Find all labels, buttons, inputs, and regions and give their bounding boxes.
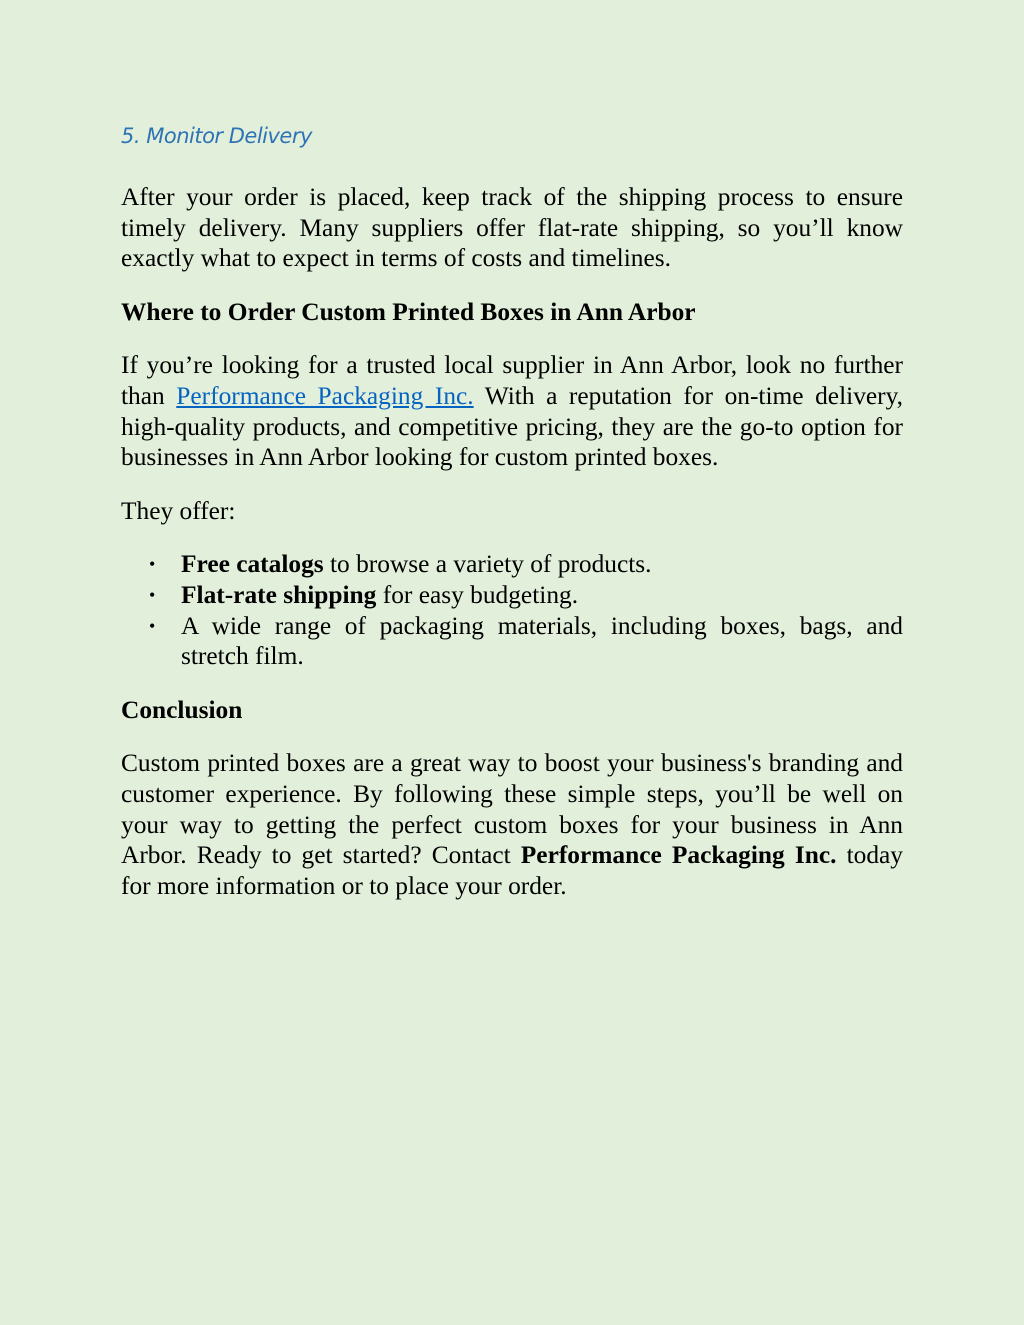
offer-bold-text: Flat-rate shipping xyxy=(181,580,377,609)
offer-text: for easy budgeting. xyxy=(376,580,579,609)
conclusion-paragraph xyxy=(121,748,903,901)
performance-packaging-link[interactable]: Performance Packaging Inc. xyxy=(176,381,474,410)
bullet-icon: • xyxy=(149,615,156,636)
offers-list xyxy=(121,549,903,671)
step-title: Monitor Delivery xyxy=(146,124,312,148)
offer-bold-text: Free catalogs xyxy=(181,550,324,579)
list-item xyxy=(149,611,903,672)
conclusion-company-name: Performance Packaging Inc. xyxy=(520,841,837,870)
list-item xyxy=(149,549,903,580)
where-to-order-paragraph xyxy=(121,350,903,472)
conclusion-heading: Conclusion xyxy=(121,695,243,724)
offer-text: A wide range of packaging materials, including boxes, bags, and stretch film. xyxy=(181,611,903,671)
step-number: 5. xyxy=(121,124,141,148)
where-text-after-link: With a reputation for on-time delivery, high-quality products, and competitive pricing, they are the go-to option for businesses in Ann Arbor looking for custom printed boxes. xyxy=(121,381,904,472)
bullet-icon: • xyxy=(149,554,156,575)
monitor-delivery-paragraph: After your order is placed, keep track of the shipping process to ensure timely delivery. Many suppliers offer flat-rate shipping, so you’ll know exactly what to expect in terms of costs and timelines. xyxy=(121,183,903,273)
where-to-order-heading: Where to Order Custom Printed Boxes in Ann Arbor xyxy=(121,297,696,326)
bullet-icon: • xyxy=(149,584,156,605)
they-offer-text: They offer: xyxy=(121,496,236,525)
conclusion-text-before-bold: Custom printed boxes are a great way to boost your business's branding and customer experience. By following these simple steps, you’ll be well on your way to getting the perfect custom boxes for your business in Ann Arbor. Ready to get started? Contact xyxy=(121,749,903,870)
conclusion-text-after-bold: today for more information or to place your order. xyxy=(121,841,903,900)
section-heading-monitor-delivery xyxy=(121,118,903,154)
offer-text: to browse a variety of products. xyxy=(323,550,652,579)
where-text-before-link: If you’re looking for a trusted local supplier in Ann Arbor, look no further than xyxy=(121,351,903,410)
list-item xyxy=(149,580,903,611)
document-page xyxy=(121,118,903,924)
